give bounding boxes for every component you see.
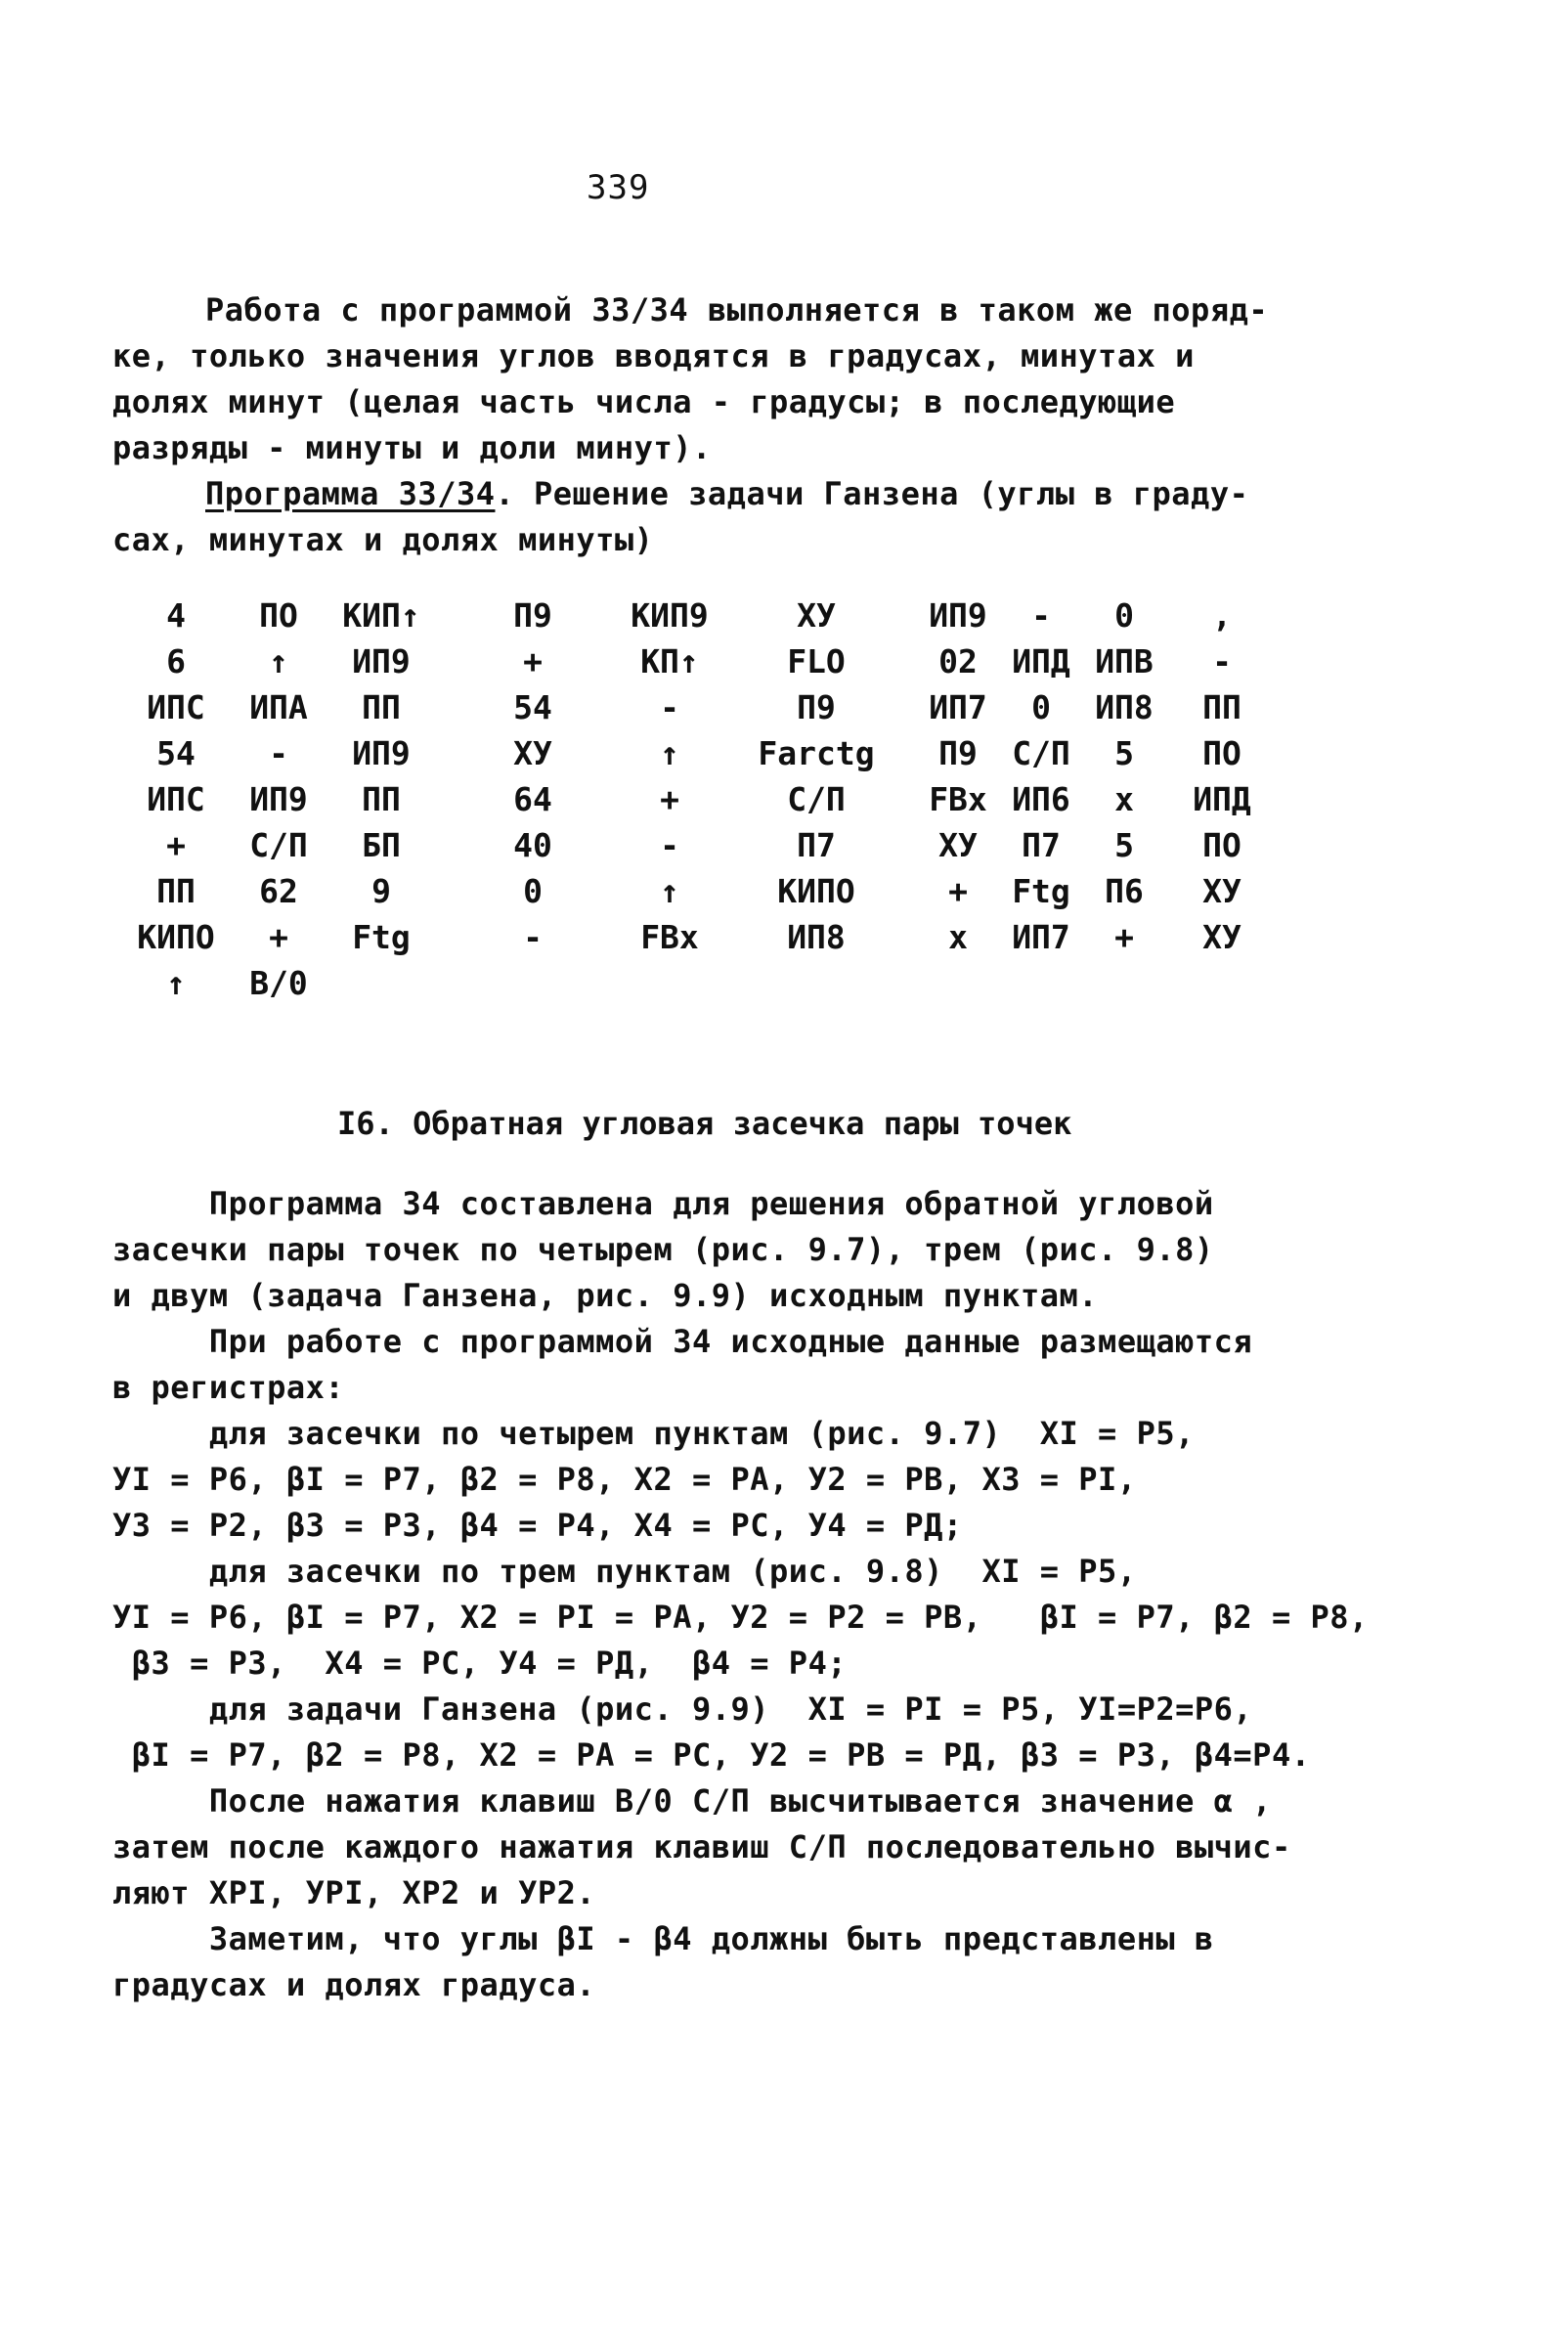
- program-cell-r5-c5: +: [660, 780, 679, 818]
- program-cell-r6-c5: -: [660, 826, 679, 864]
- intro-line-3: долях минут (целая часть числа - градусы; в последующие: [112, 383, 1176, 420]
- program-cell-r8-c3: Ftg: [352, 918, 411, 956]
- program-cell-r1-c10: ,: [1212, 596, 1232, 635]
- program-cell-r4-c4: ХУ: [513, 734, 552, 772]
- body-line-1: Программа 34 составлена для решения обратной угловой: [112, 1185, 1214, 1222]
- body-line-2: засечки пары точек по четырем (рис. 9.7), трем (рис. 9.8): [112, 1231, 1214, 1268]
- program-cell-r7-c8: Ftg: [1012, 872, 1070, 910]
- body-line-16: ляют XPI, УPI, XP2 и УP2.: [112, 1874, 596, 1911]
- program-cell-r7-c10: ХУ: [1202, 872, 1241, 910]
- program-cell-r4-c5: ↑: [660, 734, 679, 772]
- intro-line-4: разряды - минуты и доли минут).: [112, 429, 712, 466]
- program-cell-r3-c8: 0: [1031, 688, 1051, 726]
- program-cell-r2-c4: +: [523, 642, 543, 680]
- program-cell-r8-c5: FBx: [640, 918, 699, 956]
- program-cell-r8-c10: ХУ: [1202, 918, 1241, 956]
- program-cell-r7-c2: 62: [259, 872, 298, 910]
- program-cell-r6-c3: БП: [362, 826, 401, 864]
- program-cell-r2-c7: 02: [938, 642, 978, 680]
- program-cell-r7-c1: ПП: [156, 872, 196, 910]
- body-line-3: и двум (задача Ганзена, рис. 9.9) исходным пунктам.: [112, 1277, 1099, 1314]
- program-cell-r5-c6: С/П: [787, 780, 846, 818]
- body-line-18: градусах и долях градуса.: [112, 1966, 596, 2003]
- program-cell-r8-c1: КИПО: [137, 918, 215, 956]
- program-cell-r8-c9: +: [1114, 918, 1134, 956]
- body-line-9: для засечки по трем пунктам (рис. 9.8) XI = P5,: [112, 1553, 1137, 1590]
- program-cell-r2-c3: ИП9: [352, 642, 411, 680]
- program-title-underlined: Программа 33/34: [205, 475, 496, 512]
- program-cell-r8-c2: +: [269, 918, 288, 956]
- body-line-5: в регистрах:: [112, 1369, 345, 1406]
- program-cell-r2-c5: КП↑: [640, 642, 699, 680]
- program-title-line-2: сах, минутах и долях минуты): [112, 521, 654, 558]
- program-title: [205, 475, 1248, 512]
- program-cell-r8-c4: -: [523, 918, 543, 956]
- body-line-4: При работе с программой 34 исходные данные размещаются: [112, 1323, 1253, 1360]
- program-cell-r8-c7: x: [948, 918, 968, 956]
- program-cell-r7-c5: ↑: [660, 872, 679, 910]
- program-cell-r6-c10: ПО: [1202, 826, 1241, 864]
- program-cell-r2-c2: ↑: [269, 642, 288, 680]
- program-cell-r6-c6: П7: [797, 826, 836, 864]
- program-cell-r6-c2: С/П: [249, 826, 308, 864]
- program-cell-r7-c9: П6: [1105, 872, 1144, 910]
- program-cell-r7-c7: +: [948, 872, 968, 910]
- program-cell-r5-c7: FBx: [929, 780, 987, 818]
- program-cell-r4-c7: П9: [938, 734, 978, 772]
- program-cell-r4-c8: С/П: [1012, 734, 1070, 772]
- program-cell-r1-c1: 4: [166, 596, 186, 635]
- program-cell-r5-c9: x: [1114, 780, 1134, 818]
- program-cell-r2-c1: 6: [166, 642, 186, 680]
- body-line-7: УI = P6, βI = P7, β2 = P8, X2 = PA, У2 = PB, X3 = PI,: [112, 1461, 1137, 1498]
- program-cell-r4-c9: 5: [1114, 734, 1134, 772]
- program-cell-r1-c2: ПО: [259, 596, 298, 635]
- body-line-17: Заметим, что углы βI - β4 должны быть представлены в: [112, 1920, 1214, 1957]
- program-cell-r4-c1: 54: [156, 734, 196, 772]
- program-cell-r7-c3: 9: [371, 872, 391, 910]
- body-line-14: После нажатия клавиш В/0 С/П высчитывается значение α ,: [112, 1782, 1272, 1820]
- intro-line-1: Работа с программой 33/34 выполняется в таком же поряд-: [205, 291, 1269, 329]
- program-cell-r3-c7: ИП7: [929, 688, 987, 726]
- program-cell-r3-c3: ПП: [362, 688, 401, 726]
- program-cell-r9-c2: В/0: [249, 964, 308, 1002]
- body-line-15: затем после каждого нажатия клавиш С/П последовательно вычис-: [112, 1828, 1291, 1865]
- program-cell-r1-c3: КИП↑: [342, 596, 420, 635]
- body-line-13: βI = P7, β2 = P8, X2 = PA = PC, У2 = PB = PД, β3 = P3, β4=P4.: [112, 1736, 1311, 1774]
- program-cell-r6-c9: 5: [1114, 826, 1134, 864]
- body-line-12: для задачи Ганзена (рис. 9.9) XI = PI = P5, УI=P2=P6,: [112, 1690, 1253, 1728]
- program-cell-r3-c1: ИПС: [147, 688, 205, 726]
- body-line-11: β3 = P3, X4 = PC, У4 = PД, β4 = P4;: [112, 1645, 848, 1682]
- program-cell-r1-c8: -: [1031, 596, 1051, 635]
- program-cell-r7-c6: КИПО: [777, 872, 855, 910]
- program-cell-r7-c4: 0: [523, 872, 543, 910]
- program-cell-r1-c9: 0: [1114, 596, 1134, 635]
- program-cell-r6-c8: П7: [1022, 826, 1061, 864]
- program-cell-r6-c4: 40: [513, 826, 552, 864]
- program-cell-r2-c9: ИПВ: [1095, 642, 1154, 680]
- program-cell-r4-c10: ПО: [1202, 734, 1241, 772]
- page-number: 339: [587, 168, 650, 207]
- program-cell-r5-c1: ИПС: [147, 780, 205, 818]
- body-line-6: для засечки по четырем пунктам (рис. 9.7) XI = P5,: [112, 1415, 1195, 1452]
- program-cell-r6-c7: ХУ: [938, 826, 978, 864]
- program-cell-r1-c6: ХУ: [797, 596, 836, 635]
- section-heading: I6. Обратная угловая засечка пары точек: [337, 1105, 1072, 1142]
- program-cell-r5-c3: ПП: [362, 780, 401, 818]
- program-cell-r8-c8: ИП7: [1012, 918, 1070, 956]
- program-cell-r3-c10: ПП: [1202, 688, 1241, 726]
- program-title-rest: . Решение задачи Ганзена (углы в граду-: [495, 475, 1249, 512]
- program-cell-r5-c8: ИП6: [1012, 780, 1070, 818]
- program-cell-r3-c6: П9: [797, 688, 836, 726]
- program-cell-r2-c10: -: [1212, 642, 1232, 680]
- program-cell-r3-c5: -: [660, 688, 679, 726]
- program-cell-r4-c3: ИП9: [352, 734, 411, 772]
- program-cell-r2-c8: ИПД: [1012, 642, 1070, 680]
- intro-line-2: ке, только значения углов вводятся в градусах, минутах и: [112, 337, 1195, 374]
- program-cell-r3-c9: ИП8: [1095, 688, 1154, 726]
- body-line-8: У3 = P2, β3 = P3, β4 = P4, X4 = PC, У4 = PД;: [112, 1507, 963, 1544]
- program-cell-r6-c1: +: [166, 826, 186, 864]
- program-cell-r5-c10: ИПД: [1193, 780, 1251, 818]
- program-cell-r1-c5: КИП9: [631, 596, 709, 635]
- program-cell-r1-c4: П9: [513, 596, 552, 635]
- program-cell-r5-c2: ИП9: [249, 780, 308, 818]
- program-cell-r5-c4: 64: [513, 780, 552, 818]
- program-cell-r4-c2: -: [269, 734, 288, 772]
- body-line-10: УI = P6, βI = P7, X2 = PI = PA, У2 = P2 = PB, βI = P7, β2 = P8,: [112, 1599, 1369, 1636]
- program-cell-r9-c1: ↑: [166, 964, 186, 1002]
- program-cell-r1-c7: ИП9: [929, 596, 987, 635]
- program-cell-r3-c4: 54: [513, 688, 552, 726]
- program-cell-r8-c6: ИП8: [787, 918, 846, 956]
- program-cell-r4-c6: Farctg: [758, 734, 875, 772]
- program-cell-r3-c2: ИПА: [249, 688, 308, 726]
- program-cell-r2-c6: FLO: [787, 642, 846, 680]
